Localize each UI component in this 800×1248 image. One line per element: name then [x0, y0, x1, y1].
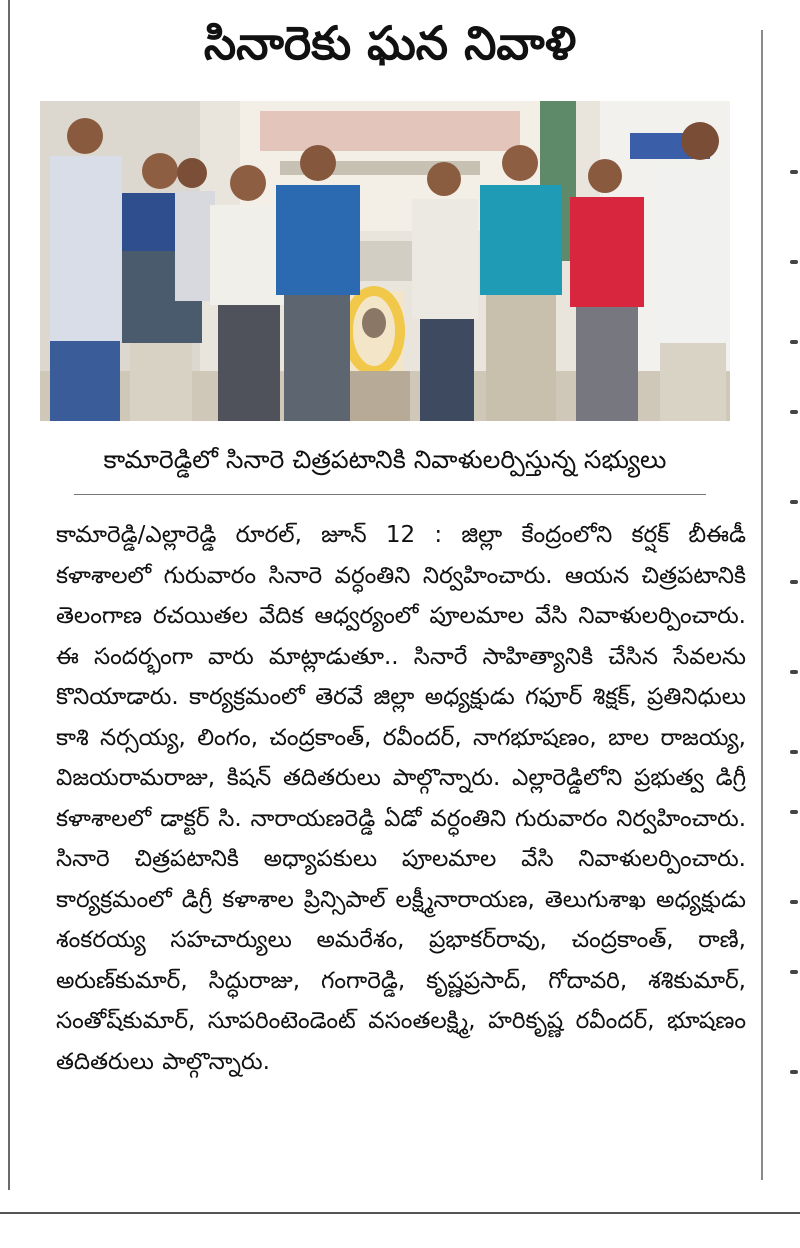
article-body: కామారెడ్డి/ఎల్లారెడ్డి రూరల్, జూన్ 12 : జిల్లా కేంద్రంలోని కర్షక్ బీఈడీ కళాశాలలో గురువారం సినారె వర్ధంతిని నిర్వహించారు. ఆయన చిత్రపటానికి తెలంగాణ రచయితల వేదిక ఆధ్వర్యంలో పూలమాల వేసి నివాళులర్పించారు. ఈ సందర్భంగా వారు మాట్లాడుతూ.. సినారే సాహిత్యానికి చేసిన సేవలను కొనియాడారు. కార్యక్రమంలో తెరవే జిల్లా అధ్యక్షుడు గఫూర్ శిక్షక్, ప్రతినిధులు కాశి నర్సయ్య, లింగం, చంద్రకాంత్, రవీందర్, నాగభూషణం, బాల రాజయ్య, విజయరామరాజు, కిషన్ తదితరులు పాల్గొన్నారు. ఎల్లారెడ్డిలోని ప్రభుత్వ డిగ్రీ కళాశాలలో డాక్టర్ సి. నారాయణరెడ్డి ఏడో వర్ధంతిని గురువారం నిర్వహించారు. సినారె చిత్రపటానికి అధ్యాపకులు పూలమాల వేసి నివాళులర్పించారు. కార్యక్రమంలో డిగ్రీ కళాశాల ప్రిన్సిపాల్ లక్ష్మీనారాయణ, తెలుగుశాఖ అధ్యక్షుడు శంకరయ్య సహచార్యులు అమరేశం, ప్రభాకర్‌రావు, చంద్రకాంత్, రాణి, అరుణ్‌కుమార్, సిద్ధురాజు, గంగారెడ్డి, కృష్ణప్రసాద్, గోదావరి, శశికుమార్, సంతోష్‌కుమార్, సూపరింటెండెంట్ వసంతలక్ష్మి, హరికృష్ణ రవీందర్, భూషణం తదితరులు పాల్గొన్నారు. [56, 522, 746, 1075]
page-bottom-rule [0, 1212, 800, 1214]
column-rule-left [8, 0, 10, 1190]
news-photo [40, 101, 730, 421]
caption-divider [74, 494, 706, 495]
adjacent-column-bleed [786, 110, 800, 1160]
photo-caption: కామారెడ్డిలో సినారె చిత్రపటానికి నివాళులర్పిస్తున్న సభ్యులు [103, 445, 667, 474]
column-rule-right [761, 30, 763, 1180]
article-headline: సినారెకు ఘన నివాళి [203, 16, 577, 70]
